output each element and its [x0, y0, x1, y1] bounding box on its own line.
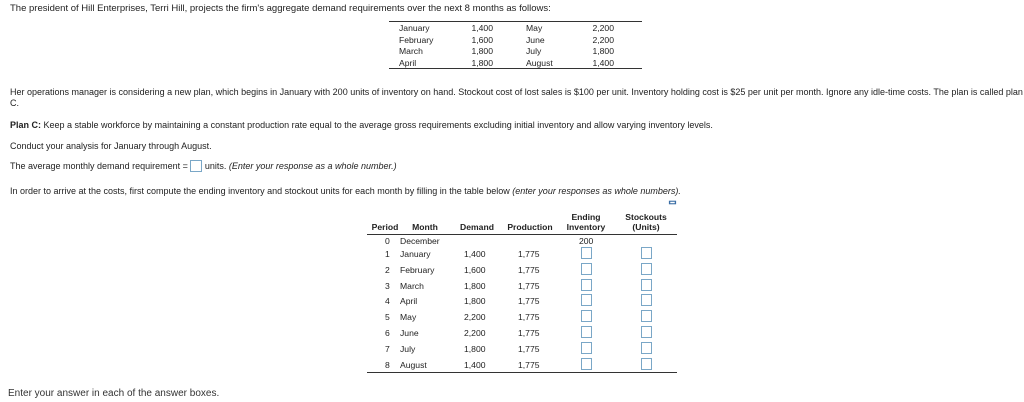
- average-demand-line: [10, 160, 397, 172]
- header-ending: Ending: [571, 212, 601, 222]
- ending-inventory-input[interactable]: [581, 342, 592, 354]
- demand-table: [389, 21, 642, 69]
- demand-row: [389, 22, 642, 34]
- footer-instruction: Enter your answer in each of the answer boxes.: [8, 388, 220, 399]
- month-cell: December: [400, 236, 440, 246]
- plan-c-label: Plan C:: [10, 120, 42, 130]
- demand-cell: 1,800: [464, 344, 486, 354]
- header-period: Period: [371, 222, 399, 232]
- month-cell: February: [399, 34, 434, 45]
- period-cell: 7: [385, 344, 390, 354]
- period-cell: 3: [385, 281, 390, 291]
- month-cell: July: [400, 344, 416, 354]
- production-cell: 1,775: [518, 328, 540, 338]
- instruction-hint: (enter your responses as whole numbers).: [512, 186, 681, 196]
- ending-inventory-input[interactable]: [581, 279, 592, 291]
- plan-c-description: Keep a stable workforce by maintaining a constant production rate equal to the average gross requirements excluding initial inventory and allow varying inventory levels.: [41, 120, 713, 130]
- month-cell: July: [526, 46, 542, 56]
- ending-inventory-input[interactable]: [581, 326, 592, 338]
- production-cell: 1,775: [518, 344, 540, 354]
- month-cell: May: [400, 312, 417, 322]
- value-cell: 1,800: [471, 57, 493, 68]
- demand-cell: 1,400: [464, 249, 486, 259]
- period-cell: 0: [385, 236, 390, 246]
- header-stockouts: Stockouts: [625, 212, 667, 222]
- conduct-text: Conduct your analysis for January through August.: [10, 141, 212, 151]
- stockouts-input[interactable]: [641, 263, 652, 275]
- month-cell: January: [400, 249, 431, 259]
- ending-inventory-input[interactable]: [581, 358, 592, 370]
- ending-inventory-input[interactable]: [581, 263, 592, 275]
- scenario-paragraph: Her operations manager is considering a new plan, which begins in January with 200 units of inventory on hand. Stockout cost of lost sales is $100 per unit. Inventory holding cost is $25 per unit per month. Ignore any idle-time costs. The plan is called plan C.: [10, 87, 1023, 108]
- period-cell: 8: [385, 360, 390, 370]
- ending-inventory-cell: 200: [579, 236, 594, 246]
- header-production: Production: [507, 222, 553, 232]
- demand-row: [389, 34, 642, 46]
- stockouts-input[interactable]: [641, 310, 652, 322]
- month-cell: April: [400, 296, 418, 306]
- production-cell: 1,775: [518, 249, 540, 259]
- header-month: Month: [412, 222, 438, 232]
- header-inventory: Inventory: [566, 222, 606, 232]
- production-cell: 1,775: [518, 281, 540, 291]
- month-cell: February: [400, 265, 435, 275]
- instruction-body: In order to arrive at the costs, first compute the ending inventory and stockout units for each month by filling in the table below: [10, 186, 510, 196]
- stockouts-input[interactable]: [641, 326, 652, 338]
- demand-row: [389, 57, 642, 69]
- demand-cell: 2,200: [464, 312, 486, 322]
- month-cell: March: [400, 281, 424, 291]
- stockouts-input[interactable]: [641, 247, 652, 259]
- month-cell: June: [526, 34, 545, 45]
- stockouts-input[interactable]: [641, 342, 652, 354]
- demand-cell: 1,800: [464, 296, 486, 306]
- intro-text: The president of Hill Enterprises, Terri Hill, projects the firm's aggregate demand requirements over the next 8 months as follows:: [10, 3, 551, 14]
- period-cell: 5: [385, 312, 390, 322]
- month-cell: August: [526, 57, 553, 68]
- average-demand-hint: (Enter your response as a whole number.): [228, 161, 397, 171]
- instruction-text: [10, 186, 681, 196]
- ending-inventory-input[interactable]: [581, 294, 592, 306]
- demand-cell: 1,800: [464, 281, 486, 291]
- ending-inventory-input[interactable]: [581, 247, 592, 259]
- header-units: (Units): [632, 222, 660, 232]
- period-cell: 6: [385, 328, 390, 338]
- month-cell: March: [399, 46, 423, 56]
- stockouts-input[interactable]: [641, 279, 652, 291]
- value-cell: 1,800: [592, 46, 614, 56]
- month-cell: August: [400, 360, 427, 370]
- average-demand-units: units.: [204, 161, 227, 171]
- value-cell: 2,200: [592, 23, 614, 33]
- value-cell: 2,200: [592, 34, 614, 45]
- average-demand-input[interactable]: [190, 160, 202, 172]
- average-demand-label: The average monthly demand requirement =: [10, 161, 188, 171]
- value-cell: 1,400: [471, 23, 493, 33]
- production-cell: 1,775: [518, 360, 540, 370]
- demand-cell: 1,400: [464, 360, 486, 370]
- production-cell: 1,775: [518, 312, 540, 322]
- stockouts-input[interactable]: [641, 358, 652, 370]
- production-cell: 1,775: [518, 265, 540, 275]
- header-demand: Demand: [460, 222, 494, 232]
- period-cell: 4: [385, 296, 390, 306]
- ending-inventory-input[interactable]: [581, 310, 592, 322]
- demand-cell: 1,600: [464, 265, 486, 275]
- month-cell: May: [526, 23, 543, 33]
- value-cell: 1,400: [592, 57, 614, 68]
- month-cell: June: [400, 328, 419, 338]
- header-divider: [367, 234, 677, 235]
- plan-c-text: [10, 120, 713, 130]
- period-cell: 1: [385, 249, 390, 259]
- table-bottom-rule: [367, 372, 677, 373]
- demand-row: [389, 45, 642, 57]
- stockouts-input[interactable]: [641, 294, 652, 306]
- pencil-icon[interactable]: [668, 198, 677, 209]
- demand-cell: 2,200: [464, 328, 486, 338]
- value-cell: 1,800: [471, 46, 493, 56]
- month-cell: January: [399, 23, 430, 33]
- production-cell: 1,775: [518, 296, 540, 306]
- period-cell: 2: [385, 265, 390, 275]
- value-cell: 1,600: [471, 34, 493, 45]
- month-cell: April: [399, 57, 417, 68]
